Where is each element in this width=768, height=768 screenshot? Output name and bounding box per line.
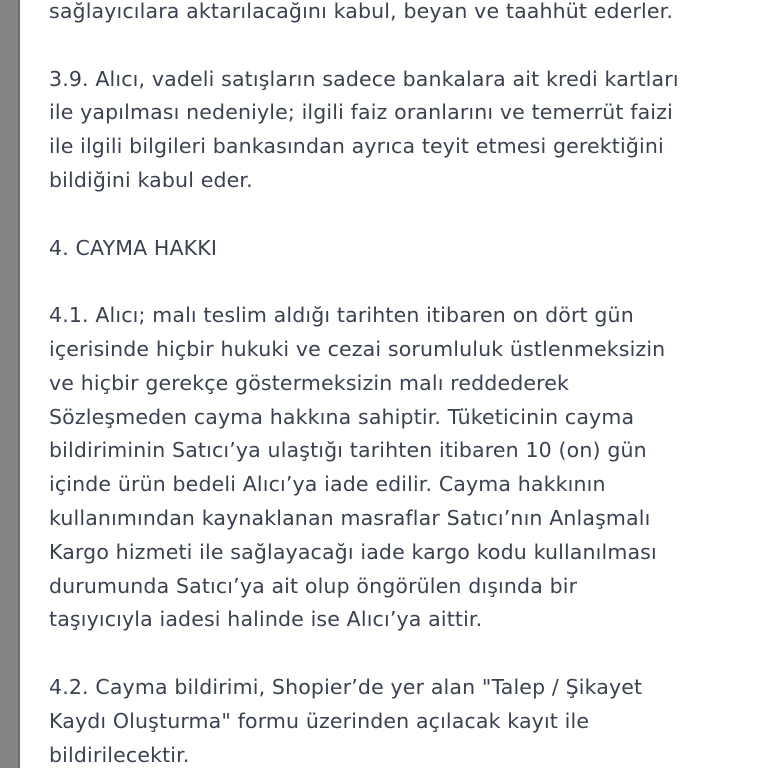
text-line: kullanımından kaynaklanan masraflar Satıcı’nın Anlaşmalı xyxy=(49,505,651,530)
text-line: durumunda Satıcı’ya ait olup öngörülen dışında bir xyxy=(49,573,578,598)
text-line: içerisinde hiçbir hukuki ve cezai sorumluluk üstlenmeksizin xyxy=(49,336,666,361)
text-line: bildirilecektir. xyxy=(49,742,190,767)
paragraph-4-2 xyxy=(49,671,759,768)
document-content xyxy=(49,0,759,768)
paragraph-3-8-end xyxy=(49,0,759,29)
text-line: 4.2. Cayma bildirimi, Shopier’de yer alan "Talep / Şikayet xyxy=(49,674,643,699)
section-heading-cayma-hakki xyxy=(49,232,759,266)
heading-text: 4. CAYMA HAKKI xyxy=(49,235,218,260)
text-line: taşıyıcıyla iadesi halinde ise Alıcı’ya aittir. xyxy=(49,607,483,632)
text-line: Kargo hizmeti ile sağlayacağı iade kargo kodu kullanılması xyxy=(49,539,657,564)
text-line: sağlayıcılara aktarılacağını kabul, beyan ve taahhüt ederler. xyxy=(49,0,674,23)
text-line: ile yapılması nedeniyle; ilgili faiz oranlarını ve temerrüt faizi xyxy=(49,100,673,125)
text-line: ve hiçbir gerekçe göstermeksizin malı reddederek xyxy=(49,370,570,395)
text-line: bildiğini kabul eder. xyxy=(49,167,253,192)
text-line: içinde ürün bedeli Alıcı’ya iade edilir. Cayma hakkının xyxy=(49,472,606,497)
paragraph-3-9 xyxy=(49,63,759,198)
text-line: bildiriminin Satıcı’ya ulaştığı tarihten itibaren 10 (on) gün xyxy=(49,438,647,463)
left-scroll-strip xyxy=(0,0,20,768)
text-line: Kaydı Oluşturma" formu üzerinden açılacak kayıt ile xyxy=(49,708,590,733)
text-line: Sözleşmeden cayma hakkına sahiptir. Tüketicinin cayma xyxy=(49,404,635,429)
paragraph-4-1 xyxy=(49,299,759,637)
text-line: 3.9. Alıcı, vadeli satışların sadece bankalara ait kredi kartları xyxy=(49,66,679,91)
text-line: ile ilgili bilgileri bankasından ayrıca teyit etmesi gerektiğini xyxy=(49,134,664,159)
text-line: 4.1. Alıcı; malı teslim aldığı tarihten itibaren on dört gün xyxy=(49,303,634,328)
